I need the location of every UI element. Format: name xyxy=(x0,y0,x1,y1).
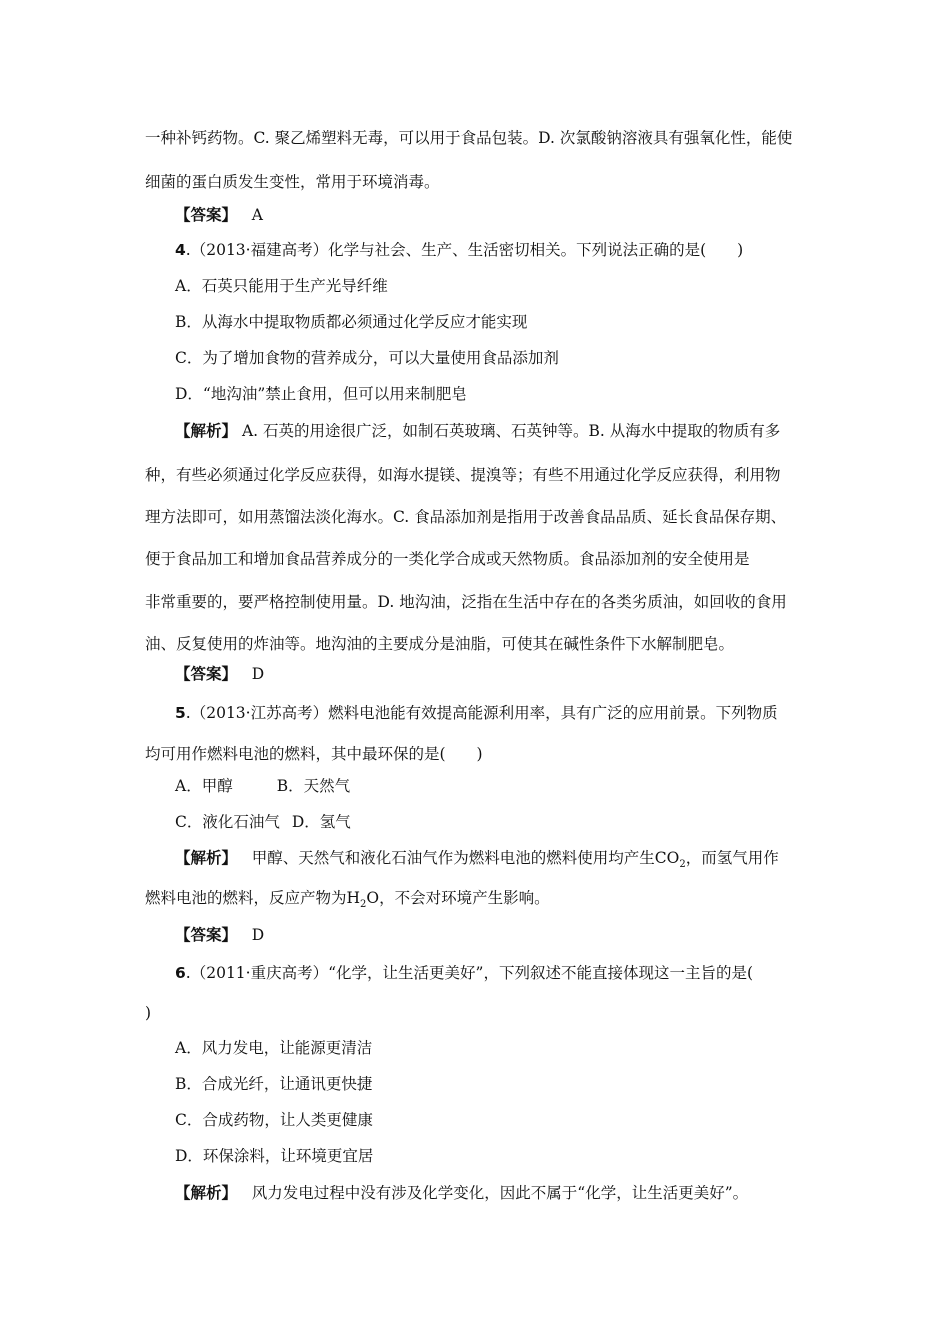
option-b: B．从海水中提取物质都必须通过化学反应才能实现 xyxy=(175,313,528,331)
analysis-line: 非常重要的，要严格控制使用量。D. 地沟油，泛指在生活中存在的各类劣质油，如回收的食用 xyxy=(145,593,787,611)
analysis-text: ，而氢气用作 xyxy=(685,849,779,867)
option-c: C．合成药物，让人类更健康 xyxy=(175,1111,373,1129)
question-text: .（2013·福建高考）化学与社会、生产、生活密切相关。下列说法正确的是( ) xyxy=(185,241,744,259)
analysis-line xyxy=(175,421,810,441)
answer-tag: 【答案】 xyxy=(175,665,238,683)
option-b: B．天然气 xyxy=(276,777,351,795)
option-c: C．为了增加食物的营养成分，可以大量使用食品添加剂 xyxy=(175,349,559,367)
analysis-line xyxy=(175,1183,810,1203)
option-a: A．石英只能用于生产光导纤维 xyxy=(175,277,388,295)
question-stem xyxy=(175,703,810,723)
options-row xyxy=(175,776,810,796)
answer-line xyxy=(175,664,810,684)
option-b: B．合成光纤，让通讯更快捷 xyxy=(175,1075,373,1093)
option-a: A．甲醇 xyxy=(175,777,233,795)
analysis-text: O，不会对环境产生影响。 xyxy=(366,889,550,907)
question-number: 5 xyxy=(175,704,186,722)
answer-tag: 【答案】 xyxy=(175,206,238,224)
answer-line xyxy=(175,205,810,225)
answer-value: D xyxy=(251,926,265,944)
question-text: .（2013·江苏高考）燃料电池能有效提高能源利用率，具有广泛的应用前景。下列物质 xyxy=(185,704,778,722)
answer-value: A xyxy=(251,206,263,224)
analysis-tag: 【解析】 xyxy=(175,422,238,440)
analysis-line: 便于食品加工和增加食品营养成分的一类化学合成或天然物质。食品添加剂的安全使用是 xyxy=(145,550,750,568)
option-c: C．液化石油气 xyxy=(175,813,280,831)
question-number: 4 xyxy=(175,241,186,259)
analysis-line xyxy=(175,848,810,871)
question-stem xyxy=(175,240,810,260)
analysis-text: 甲醇、天然气和液化石油气作为燃料电池的燃料使用均产生CO xyxy=(251,849,680,867)
analysis-text: 风力发电过程中没有涉及化学变化，因此不属于“化学，让生活更美好”。 xyxy=(251,1184,749,1202)
question-text: .（2011·重庆高考）“化学，让生活更美好”，下列叙述不能直接体现这一主旨的是( xyxy=(185,964,753,982)
analysis-line: 理方法即可，如用蒸馏法淡化海水。C. 食品添加剂是指用于改善食品品质、延长食品保存期、 xyxy=(145,508,787,526)
question-stem xyxy=(175,963,810,983)
analysis-line xyxy=(145,888,810,911)
analysis-line: 种，有些必须通过化学反应获得，如海水提镁、提溴等；有些不用通过化学反应获得，利用物 xyxy=(145,466,781,484)
subscript: 2 xyxy=(360,899,367,911)
question-text: 均可用作燃料电池的燃料，其中最环保的是( ) xyxy=(145,745,483,763)
answer-tag: 【答案】 xyxy=(175,926,238,944)
text-line: 细菌的蛋白质发生变性，常用于环境消毒。 xyxy=(145,173,440,191)
option-d: D．“地沟油”禁止食用，但可以用来制肥皂 xyxy=(175,385,467,403)
analysis-line: 油、反复使用的炸油等。地沟油的主要成分是油脂，可使其在碱性条件下水解制肥皂。 xyxy=(145,635,735,653)
analysis-text: A. 石英的用途很广泛，如制石英玻璃、石英钟等。B. 从海水中提取的物质有多 xyxy=(241,422,781,440)
analysis-tag: 【解析】 xyxy=(175,849,238,867)
question-number: 6 xyxy=(175,964,186,982)
answer-line xyxy=(175,925,810,945)
option-d: D．氢气 xyxy=(291,813,351,831)
analysis-text: 燃料电池的燃料，反应产物为H xyxy=(145,889,361,907)
subscript: 2 xyxy=(679,859,686,871)
analysis-tag: 【解析】 xyxy=(175,1184,238,1202)
text-line: 一种补钙药物。C. 聚乙烯塑料无毒，可以用于食品包装。D. 次氯酸钠溶液具有强氧化性，能使 xyxy=(145,129,793,147)
options-row xyxy=(175,812,810,832)
option-d: D．环保涂料，让环境更宜居 xyxy=(175,1147,374,1165)
question-text: ) xyxy=(145,1004,152,1022)
answer-value: D xyxy=(251,665,265,683)
option-a: A．风力发电，让能源更清洁 xyxy=(175,1039,373,1057)
